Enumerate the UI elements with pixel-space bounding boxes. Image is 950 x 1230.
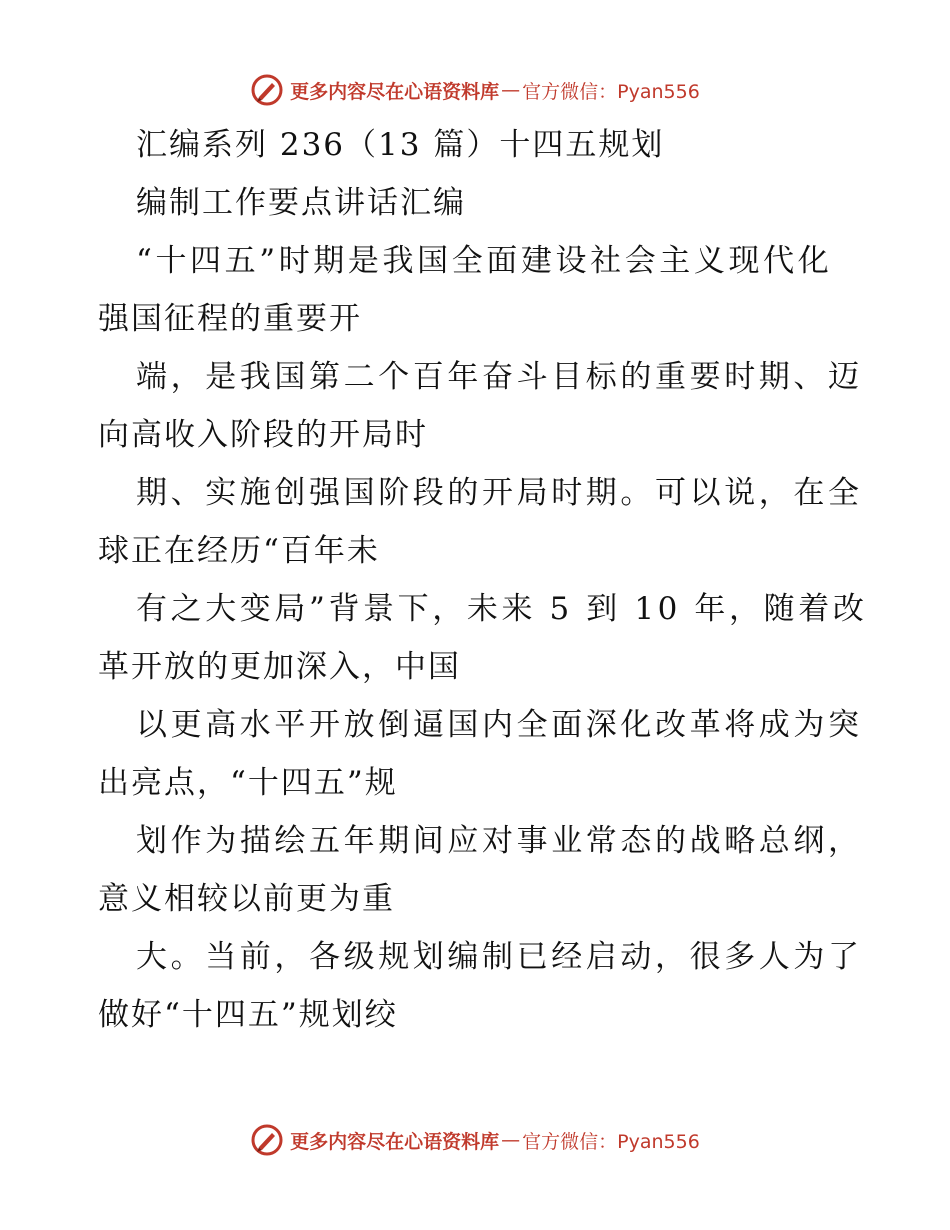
pen-logo-icon (250, 73, 284, 107)
body-line: 意义相较以前更为重 (98, 881, 395, 917)
body-line: 以更高水平开放倒逼国内全面深化改革将成为突 (136, 707, 863, 743)
watermark-wechat: 官方微信：Pyan556 (522, 1130, 700, 1153)
body-line: 有之大变局”背景下，未来 5 到 10 年，随着改 (136, 591, 868, 627)
watermark-dash: — (501, 1129, 521, 1151)
pen-logo-icon (250, 1123, 284, 1157)
body-line: 向高收入阶段的开局时 (98, 417, 428, 453)
body-line: 期、实施创强国阶段的开局时期。可以说，在全 (136, 475, 863, 511)
body-line: 革开放的更加深入，中国 (98, 649, 461, 685)
body-line: 划作为描绘五年期间应对事业常态的战略总纲， (136, 823, 863, 859)
watermark-dash: — (501, 79, 521, 101)
document-body (98, 116, 868, 1044)
body-line: 球正在经历“百年未 (98, 533, 380, 569)
watermark-text: 更多内容尽在心语资料库 (290, 80, 500, 103)
body-line: 强国征程的重要开 (98, 301, 362, 337)
title-line-2: 编制工作要点讲话汇编 (136, 185, 466, 221)
body-line: 端，是我国第二个百年奋斗目标的重要时期、迈 (136, 359, 863, 395)
watermark-wechat: 官方微信：Pyan556 (522, 80, 700, 103)
title-line-1: 汇编系列 236（13 篇）十四五规划 (136, 127, 665, 163)
body-line: “十四五”时期是我国全面建设社会主义现代化 (136, 243, 833, 279)
body-line: 大。当前，各级规划编制已经启动，很多人为了 (136, 939, 863, 975)
body-line: 做好“十四五”规划绞 (98, 997, 398, 1033)
footer-watermark (0, 1120, 950, 1160)
body-line: 出亮点，“十四五”规 (98, 765, 398, 801)
watermark-text: 更多内容尽在心语资料库 (290, 1130, 500, 1153)
header-watermark (0, 70, 950, 110)
